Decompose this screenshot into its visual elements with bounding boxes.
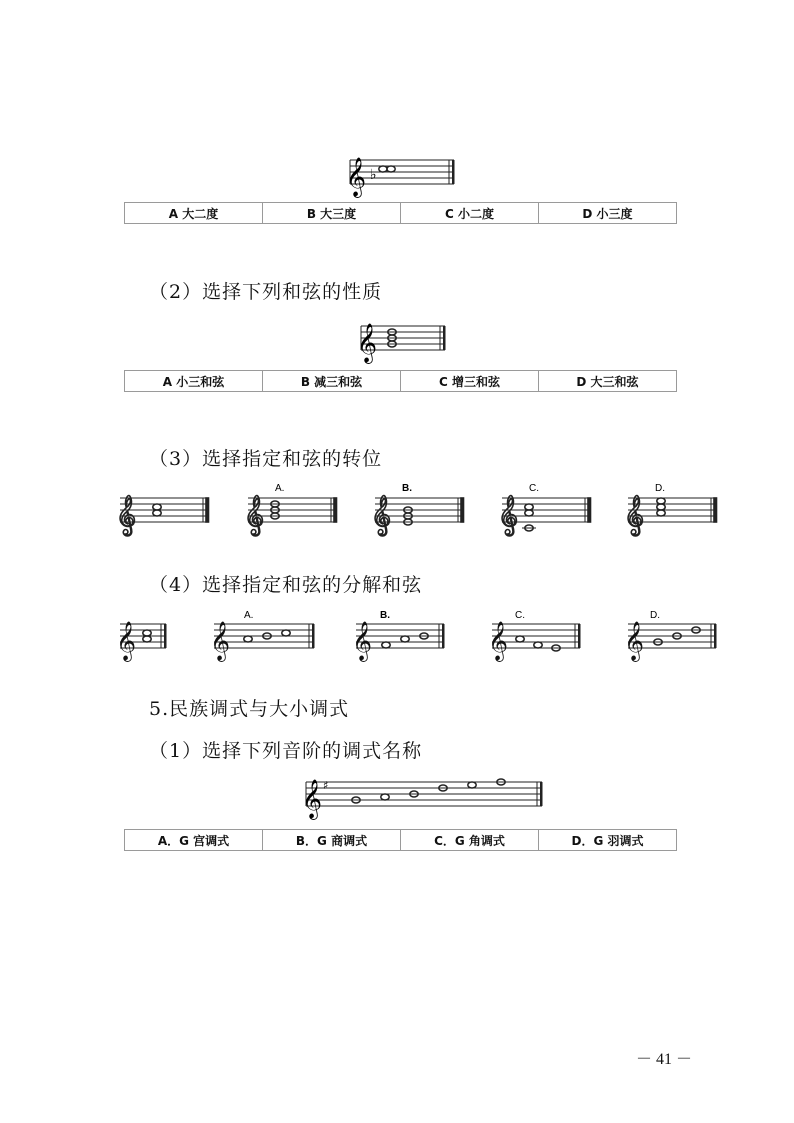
section5-heading: 5.民族调式与大小调式 (149, 698, 350, 720)
option-d[interactable]: D．G 羽调式 (539, 830, 677, 851)
option-d[interactable]: D 小三度 (539, 203, 677, 224)
option-a-label: A. (275, 483, 285, 494)
option-c-label: C. (515, 610, 525, 621)
svg-text:𝄞: 𝄞 (624, 621, 645, 661)
note (244, 636, 252, 642)
svg-text:𝄞: 𝄞 (352, 621, 373, 661)
flat-sign-icon: ♭ (370, 167, 377, 183)
option-d[interactable]: D 大三和弦 (539, 371, 677, 392)
note (282, 630, 290, 636)
note (657, 498, 665, 504)
note (401, 636, 409, 642)
chord-staff (355, 316, 450, 361)
treble-clef-icon: 𝄞 (302, 779, 323, 819)
q2-heading: （2）选择下列和弦的性质 (149, 281, 383, 303)
note (468, 782, 476, 788)
note (153, 504, 161, 510)
option-a-label: A. (244, 610, 254, 621)
note (143, 636, 151, 642)
note (387, 166, 395, 172)
option-d-label: D. (650, 610, 660, 621)
inversion-staves: 𝄞 A. B. C. D. (110, 478, 720, 538)
scale-staff (300, 774, 550, 819)
section5-q1-heading: （1）选择下列音阶的调式名称 (149, 740, 423, 762)
note (525, 510, 533, 516)
note (381, 794, 389, 800)
note (534, 642, 542, 648)
note (379, 166, 387, 172)
note (525, 504, 533, 510)
svg-text:𝄞: 𝄞 (488, 621, 509, 661)
note (516, 636, 524, 642)
option-c[interactable]: C 增三和弦 (401, 371, 539, 392)
svg-text:𝄞: 𝄞 (116, 621, 137, 661)
option-c-label: C. (529, 483, 539, 494)
note (382, 642, 390, 648)
note (143, 630, 151, 636)
option-a[interactable]: A 大二度 (125, 203, 263, 224)
note (153, 510, 161, 516)
q4-heading: （4）选择指定和弦的分解和弦 (149, 574, 423, 596)
q2-options-table (124, 370, 677, 392)
option-b[interactable]: B 大三度 (263, 203, 401, 224)
svg-text:𝄞: 𝄞 (210, 621, 231, 661)
option-b-label: B. (380, 610, 390, 621)
option-a[interactable]: A．G 宫调式 (125, 830, 263, 851)
q1-options-table (124, 202, 677, 224)
option-a[interactable]: A 小三和弦 (125, 371, 263, 392)
q3-heading: （3）选择指定和弦的转位 (149, 448, 383, 470)
treble-clef-icon: 𝄞 (357, 323, 378, 363)
interval-staff (344, 150, 459, 195)
section5-options-table (124, 829, 677, 851)
arpeggio-staves: 𝄞 𝄞 𝄞 𝄞 𝄞 𝄞 A. B. C. D. (110, 604, 730, 664)
sharp-sign-icon: ♯ (323, 779, 329, 792)
option-b-label: B. (402, 483, 412, 494)
option-c[interactable]: C 小二度 (401, 203, 539, 224)
option-b[interactable]: B 减三和弦 (263, 371, 401, 392)
option-d-label: D. (655, 483, 665, 494)
note (657, 504, 665, 510)
option-c[interactable]: C．G 角调式 (401, 830, 539, 851)
note (657, 510, 665, 516)
page-number: － 41 － (636, 1051, 693, 1068)
option-b[interactable]: B．G 商调式 (263, 830, 401, 851)
treble-clef-icon: 𝄞 (346, 157, 367, 197)
